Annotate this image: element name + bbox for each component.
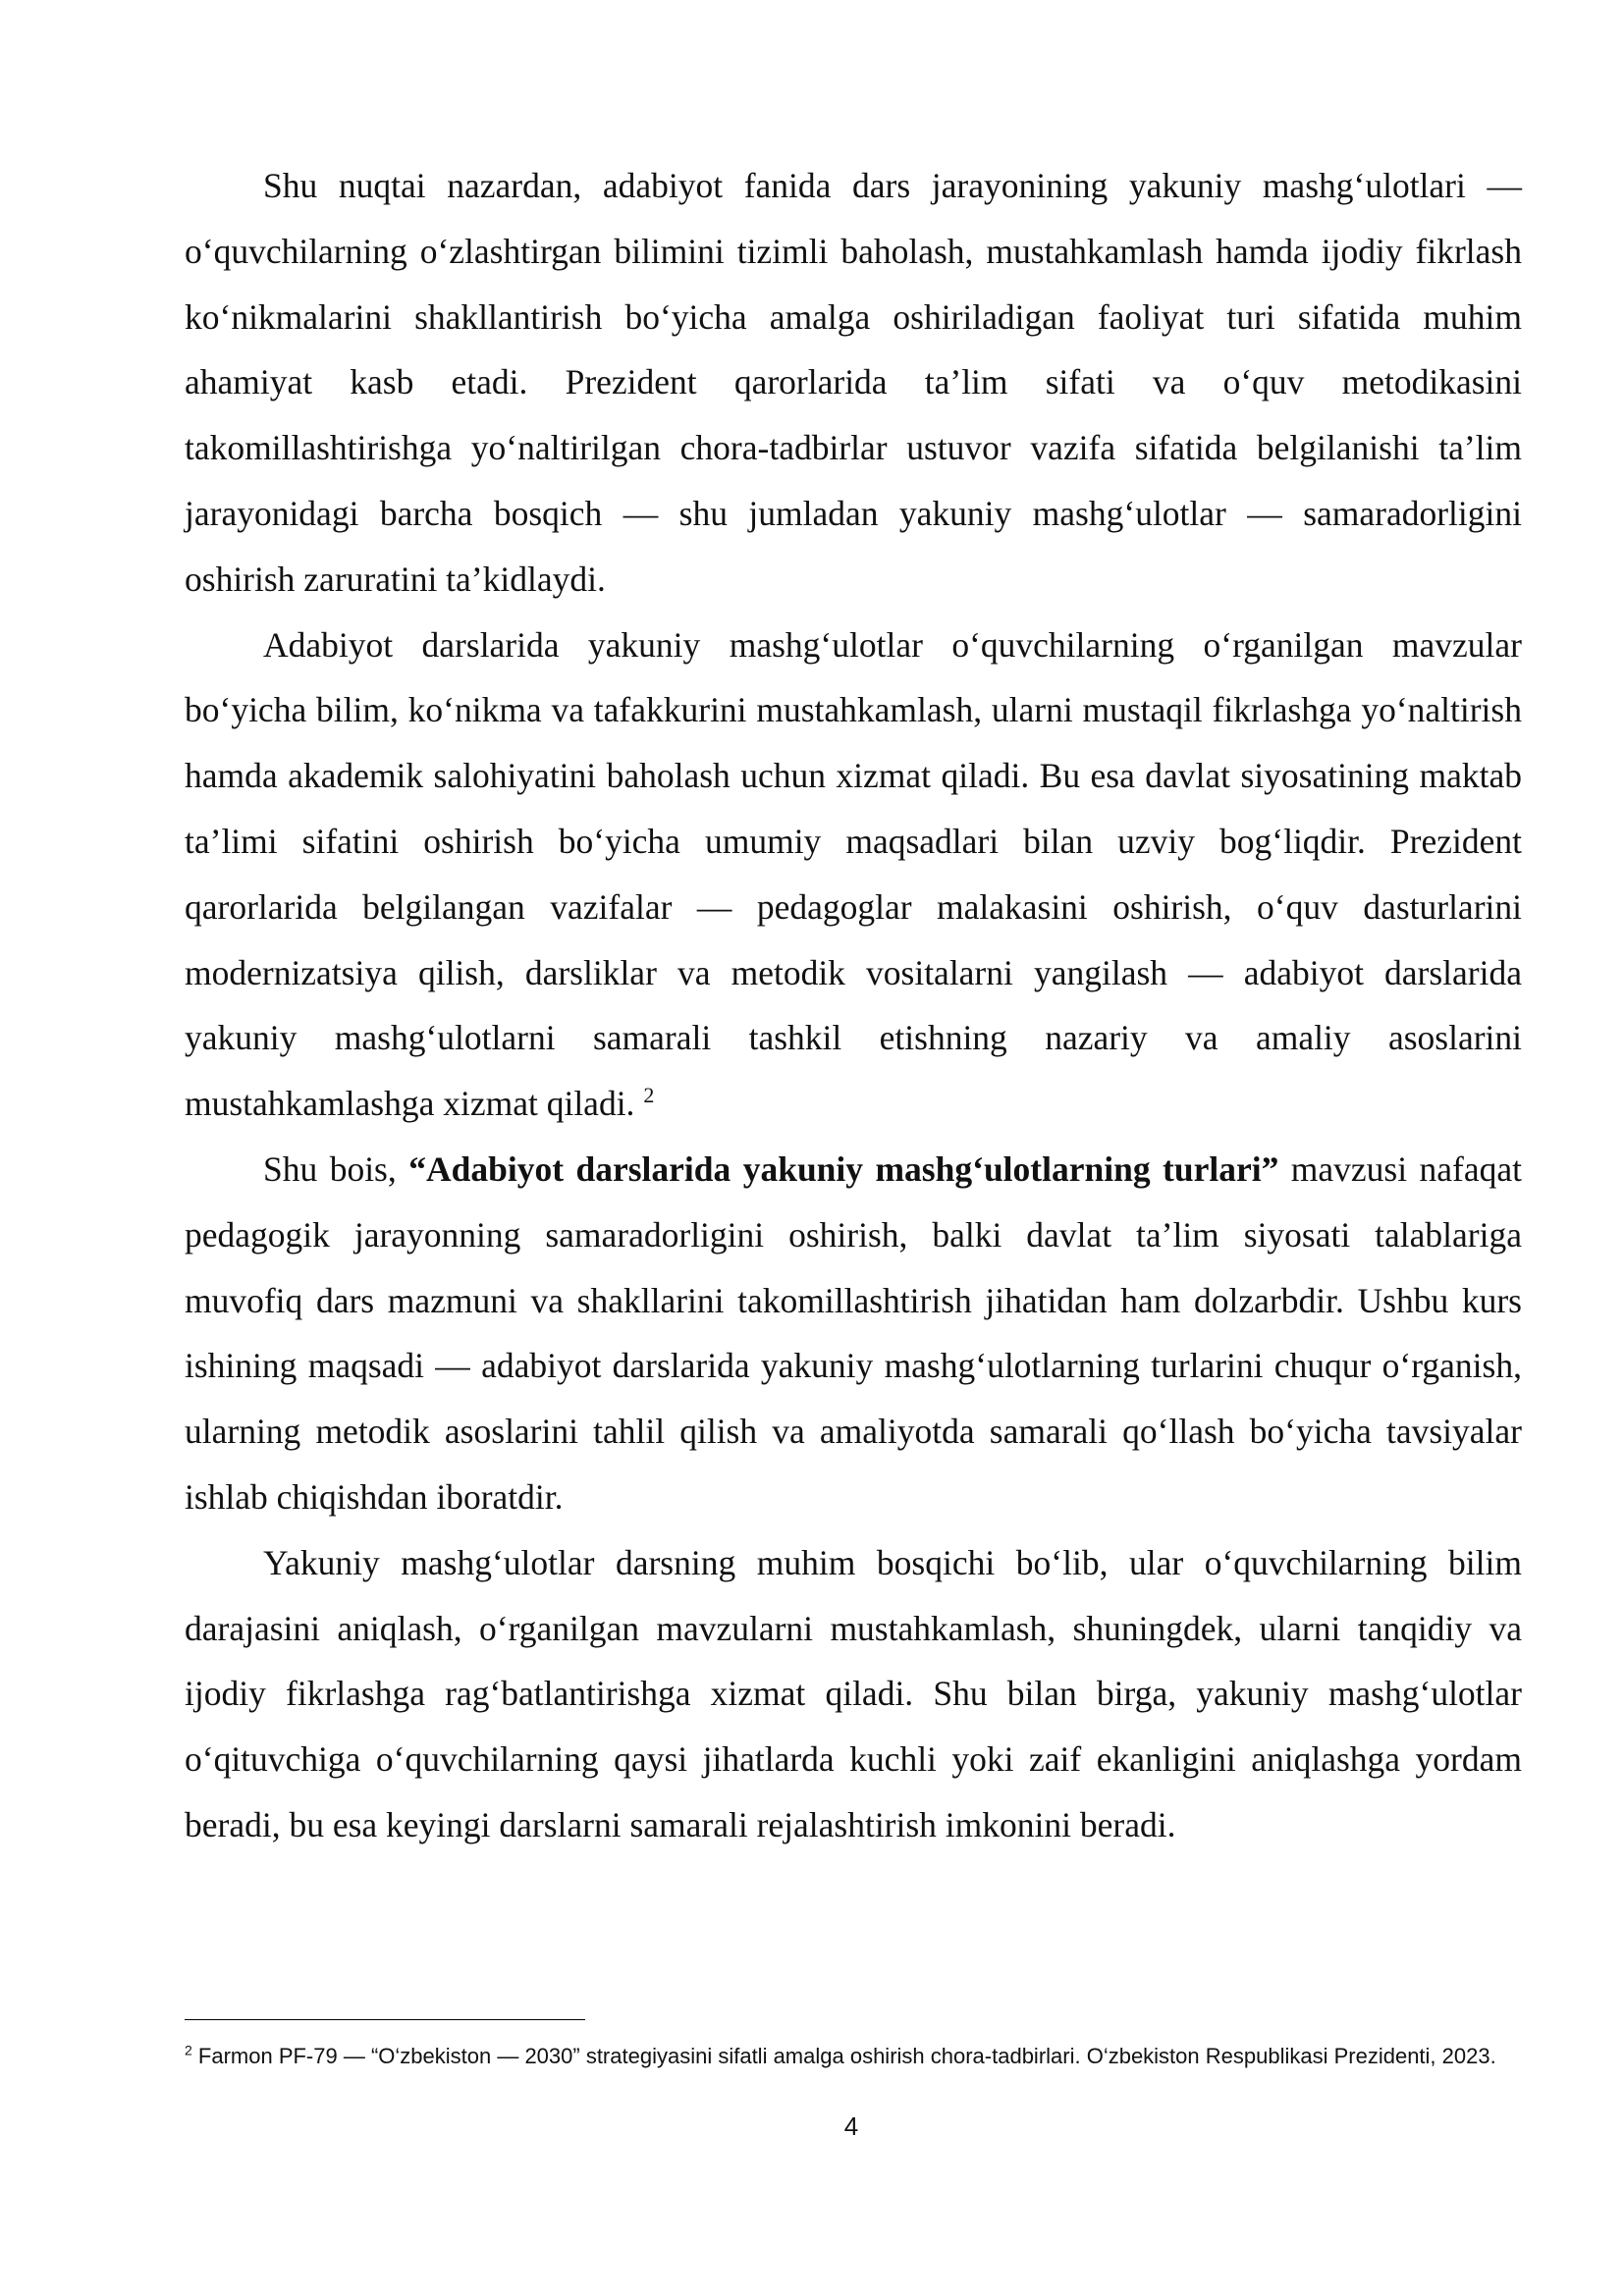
footnote-separator — [185, 2019, 585, 2020]
paragraph-text: Shu bois, — [263, 1148, 409, 1189]
paragraph — [185, 613, 1522, 1137]
body-text — [185, 153, 1522, 1858]
paragraph — [185, 1530, 1522, 1858]
topic-title: “Adabiyot darslarida yakuniy mashg‘ulotlarning turlari” — [408, 1148, 1279, 1189]
paragraph-text: Yakuniy mashg‘ulotlar darsning muhim bosqichi bo‘lib, ular o‘quvchilarning bilim darajasini aniqlash, o‘rganilgan mavzularni mustahkamlash, shuningdek, ularni tanqidiy va ijodiy fikrlashga rag‘batlantirishga xizmat qiladi. Shu bilan birga, yakuniy mashg‘ulotlar o‘qituvchiga o‘quvchilarning qaysi jihatlarda kuchli yoki zaif ekanligini aniqlashga yordam beradi, bu esa keyingi darslarni samarali rejalashtirish imkonini beradi. — [185, 1542, 1522, 1844]
paragraph — [185, 153, 1522, 613]
page-number: 4 — [843, 2111, 859, 2141]
footnote-mark: 2 — [185, 2042, 192, 2058]
paragraph-text: mavzusi nafaqat pedagogik jarayonning samaradorligini oshirish, balki davlat ta’lim siyosati talablariga muvofiq dars mazmuni va shakllarini takomillashtirish jihatidan ham dolzarbdir. Ushbu kurs ishining maqsadi — adabiyot darslarida yakuniy mashg‘ulotlarning turlarini chuqur o‘rganish, ularning metodik asoslarini tahlil qilish va amaliyotda samarali qo‘llash bo‘yicha tavsiyalar ishlab chiqishdan iboratdir. — [185, 1148, 1522, 1517]
paragraph — [185, 1137, 1522, 1530]
footnote-reference[interactable]: 2 — [643, 1083, 655, 1108]
footnote — [185, 2041, 1522, 2071]
paragraph-text: Adabiyot darslarida yakuniy mashg‘ulotlar o‘quvchilarning o‘rganilgan mavzular bo‘yicha bilim, ko‘nikma va tafakkurini mustahkamlash, ularni mustaqil fikrlashga yo‘naltirish hamda akademik salohiyatini baholash uchun xizmat qiladi. Bu esa davlat siyosatining maktab ta’limi sifatini oshirish bo‘yicha umumiy maqsadlari bilan uzviy bog‘liqdir. Prezident qarorlarida belgilangan vazifalar — pedagoglar malakasini oshirish, o‘quv dasturlarini modernizatsiya qilish, darsliklar va metodik vositalarni yangilash — adabiyot darslarida yakuniy mashg‘ulotlarni samarali tashkil etishning nazariy va amaliy asoslarini mustahkamlashga xizmat qiladi. — [185, 624, 1522, 1124]
footnote-text: Farmon PF-79 — “O‘zbekiston — 2030” strategiyasini sifatli amalga oshirish chora-tadbirlari. O‘zbekiston Respublikasi Prezidenti, 2023. — [191, 2044, 1496, 2068]
paragraph-text: Shu nuqtai nazardan, adabiyot fanida dars jarayonining yakuniy mashg‘ulotlari — o‘quvchilarning o‘zlashtirgan bilimini tizimli baholash, mustahkamlash hamda ijodiy fikrlash ko‘nikmalarini shakllantirish bo‘yicha amalga oshiriladigan faoliyat turi sifatida muhim ahamiyat kasb etadi. Prezident qarorlarida ta’lim sifati va o‘quv metodikasini takomillashtirishga yo‘naltirilgan chora-tadbirlar ustuvor vazifa sifatida belgilanishi ta’lim jarayonidagi barcha bosqich — shu jumladan yakuniy mashg‘ulotlar — samaradorligini oshirish zaruratini ta’kidlaydi. — [185, 166, 1522, 599]
